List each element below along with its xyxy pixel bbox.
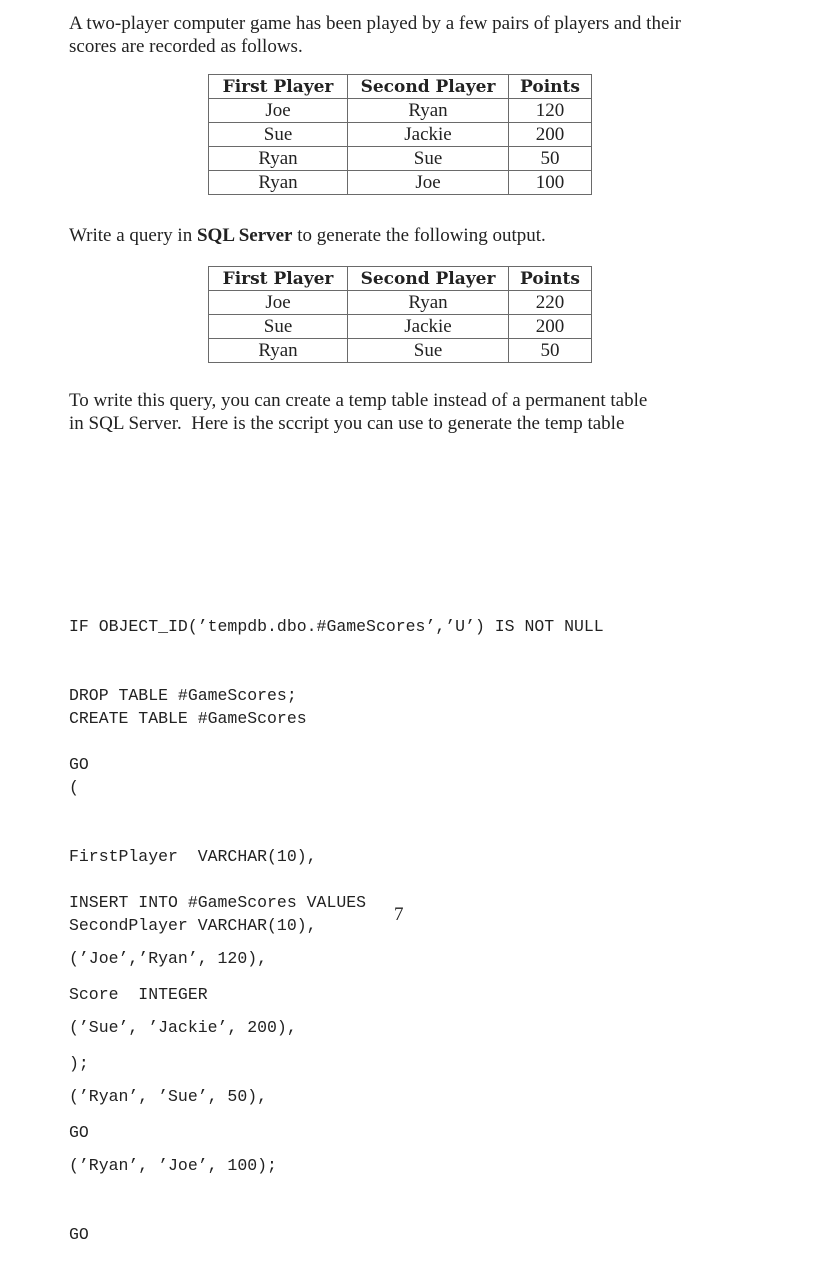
column-header-first-player: First Player	[209, 267, 348, 291]
code-line: DROP TABLE #GameScores;	[69, 686, 297, 705]
code-line: (’Sue’, ’Jackie’, 200),	[69, 1018, 297, 1037]
table-row	[209, 339, 592, 363]
code-line: IF OBJECT_ID(’tempdb.dbo.#GameScores’,’U’) IS NOT NULL	[69, 617, 604, 636]
note-line-1: To write this query, you can create a temp table instead of a permanent table	[69, 390, 648, 411]
page-number: 7	[394, 904, 404, 925]
code-line: GO	[69, 1225, 89, 1244]
code-line: (’Joe’,’Ryan’, 120),	[69, 949, 268, 968]
column-header-points: Points	[509, 75, 592, 99]
table-header-row	[209, 267, 592, 291]
code-line: (’Ryan’, ’Sue’, 50),	[69, 1087, 268, 1106]
cell-first-player: Sue	[209, 315, 348, 339]
cell-second-player: Joe	[348, 171, 509, 195]
cell-first-player: Ryan	[209, 171, 348, 195]
code-line: GO	[69, 755, 89, 774]
cell-first-player: Joe	[209, 291, 348, 315]
cell-points: 120	[509, 99, 592, 123]
table-row	[209, 315, 592, 339]
code-line: INSERT INTO #GameScores VALUES	[69, 893, 367, 912]
cell-points: 200	[509, 315, 592, 339]
cell-first-player: Sue	[209, 123, 348, 147]
task-suffix: to generate the following output.	[292, 225, 546, 246]
cell-points: 220	[509, 291, 592, 315]
task-sql-server-bold: SQL Server	[196, 225, 293, 246]
cell-first-player: Ryan	[209, 147, 348, 171]
input-scores-table	[208, 74, 592, 195]
intro-line-2: scores are recorded as follows.	[69, 36, 303, 57]
table-row	[209, 291, 592, 315]
cell-points: 50	[509, 339, 592, 363]
intro-paragraph	[69, 12, 749, 58]
cell-second-player: Sue	[348, 339, 509, 363]
code-line: FirstPlayer VARCHAR(10),	[69, 847, 317, 866]
task-paragraph	[69, 224, 749, 247]
column-header-second-player: Second Player	[348, 267, 509, 291]
cell-second-player: Sue	[348, 147, 509, 171]
cell-points: 100	[509, 171, 592, 195]
task-prefix: Write a query in	[69, 225, 197, 246]
code-line: Score INTEGER	[69, 985, 208, 1004]
table-row	[209, 171, 592, 195]
output-scores-table	[208, 266, 592, 363]
cell-second-player: Jackie	[348, 315, 509, 339]
code-line: );	[69, 1054, 89, 1073]
table-row	[209, 123, 592, 147]
column-header-second-player: Second Player	[348, 75, 509, 99]
code-line: SecondPlayer VARCHAR(10),	[69, 916, 317, 935]
cell-second-player: Ryan	[348, 99, 509, 123]
code-line: CREATE TABLE #GameScores	[69, 709, 307, 728]
cell-second-player: Jackie	[348, 123, 509, 147]
intro-line-1: A two-player computer game has been played by a few pairs of players and their	[69, 13, 681, 34]
cell-first-player: Ryan	[209, 339, 348, 363]
code-line: GO	[69, 1123, 89, 1142]
cell-points: 200	[509, 123, 592, 147]
code-block-insert-values	[69, 901, 297, 1269]
code-line: (	[69, 778, 79, 797]
cell-points: 50	[509, 147, 592, 171]
table-header-row	[209, 75, 592, 99]
table-row	[209, 147, 592, 171]
column-header-first-player: First Player	[209, 75, 348, 99]
note-paragraph	[69, 389, 749, 435]
code-line: (’Ryan’, ’Joe’, 100);	[69, 1156, 277, 1175]
table-row	[209, 99, 592, 123]
note-line-2: in SQL Server. Here is the sccript you can use to generate the temp table	[69, 413, 625, 434]
column-header-points: Points	[509, 267, 592, 291]
cell-second-player: Ryan	[348, 291, 509, 315]
cell-first-player: Joe	[209, 99, 348, 123]
